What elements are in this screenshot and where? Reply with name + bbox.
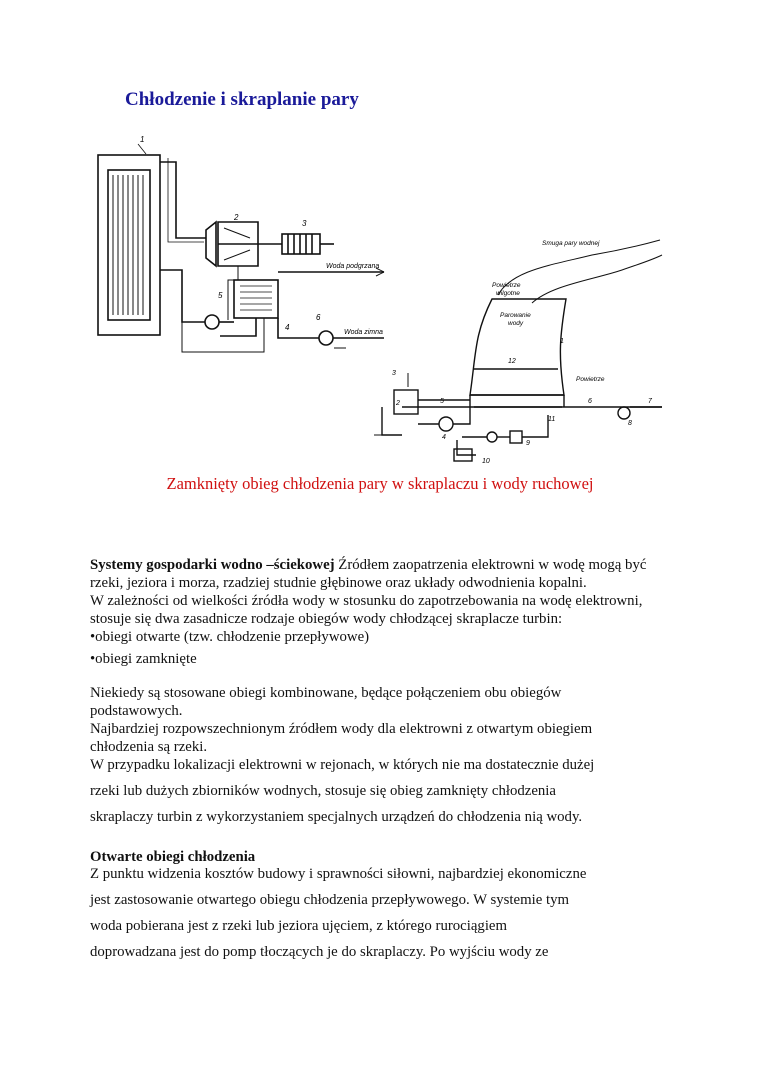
paragraph-1-text: Źródłem zaopatrzenia elektrowni w wodę mogą być xyxy=(334,557,647,573)
condenser-circuit-diagram xyxy=(88,130,398,380)
label-cold-water: Woda zimna xyxy=(344,329,383,336)
label-r2: 2 xyxy=(396,400,400,407)
bullet-open-circuits: •obiegi otwarte (tzw. chłodzenie przepływowe) xyxy=(90,629,370,645)
cooling-tower-diagram xyxy=(362,225,667,465)
label-humid-air-1: Powietrze xyxy=(492,282,521,289)
label-r4: 4 xyxy=(442,434,446,441)
paragraph-1-line-3: W zależności od wielkości źródła wody w stosunku do zapotrzebowania na wodę elektrowni, xyxy=(90,593,643,609)
label-3: 3 xyxy=(302,219,307,228)
label-r3: 3 xyxy=(392,370,396,377)
label-1: 1 xyxy=(140,135,145,144)
label-r7: 7 xyxy=(648,398,652,405)
paragraph-1-line-4: stosuje się dwa zasadnicze rodzaje obiegów wody chłodzącej skraplacze turbin: xyxy=(90,611,563,627)
label-r5: 5 xyxy=(440,398,444,405)
paragraph-2-line-2: podstawowych. xyxy=(90,703,183,719)
label-6: 6 xyxy=(316,313,321,322)
paragraph-3-line-2: jest zastosowanie otwartego obiegu chłodzenia przepływowego. W systemie tym xyxy=(90,892,569,908)
paragraph-2-line-4: chłodzenia są rzeki. xyxy=(90,739,208,755)
label-r12: 12 xyxy=(508,358,516,365)
paragraph-3-line-1: Z punktu widzenia kosztów budowy i sprawności siłowni, najbardziej ekonomiczne xyxy=(90,866,587,882)
paragraph-2-line-1: Niekiedy są stosowane obiegi kombinowane, będące połączeniem obu obiegów xyxy=(90,685,562,701)
label-heated-water: Woda podgrzana xyxy=(326,263,380,270)
paragraph-3-line-3: woda pobierana jest z rzeki lub jeziora ujęciem, z którego rurociągiem xyxy=(90,918,508,934)
paragraph-2-line-5: W przypadku lokalizacji elektrowni w rejonach, w których nie ma dostatecznie dużej xyxy=(90,757,595,773)
section-heading-water-systems: Systemy gospodarki wodno –ściekowej xyxy=(90,557,335,573)
paragraph-1-line-1 xyxy=(90,557,646,574)
label-2: 2 xyxy=(234,213,239,222)
section-heading-open-cooling: Otwarte obiegi chłodzenia xyxy=(90,849,256,865)
label-air: Powietrze xyxy=(576,376,605,383)
paragraph-1-line-2: rzeki, jeziora i morza, rzadziej studnie głębinowe oraz układy odwodnienia kopalni. xyxy=(90,575,587,591)
label-evaporation-1: Parowanie xyxy=(500,312,531,319)
label-r1: 1 xyxy=(560,338,564,345)
label-5: 5 xyxy=(218,291,223,300)
paragraph-2-line-7: skraplaczy turbin z wykorzystaniem specjalnych urządzeń do chłodzenia nią wody. xyxy=(90,809,583,825)
label-r11: 11 xyxy=(548,416,556,423)
label-humid-air-2: wilgotne xyxy=(496,290,520,297)
label-r10: 10 xyxy=(482,458,490,465)
label-r8: 8 xyxy=(628,420,632,427)
label-evaporation-2: wody xyxy=(508,320,524,327)
label-r6: 6 xyxy=(588,398,592,405)
label-4: 4 xyxy=(285,323,290,332)
paragraph-3-line-4: doprowadzana jest do pomp tłoczących je do skraplaczy. Po wyjściu wody ze xyxy=(90,944,549,960)
label-r9: 9 xyxy=(526,440,530,447)
label-plume: Smuga pary wodnej xyxy=(542,240,600,247)
paragraph-2-line-3: Najbardziej rozpowszechnionym źródłem wody dla elektrowni z otwartym obiegiem xyxy=(90,721,593,737)
paragraph-2-line-6: rzeki lub dużych zbiorników wodnych, stosuje się obieg zamknięty chłodzenia xyxy=(90,783,556,799)
figure-caption: Zamknięty obieg chłodzenia pary w skraplaczu i wody ruchowej xyxy=(166,474,594,493)
bullet-closed-circuits: •obiegi zamknięte xyxy=(90,651,197,667)
page-title: Chłodzenie i skraplanie pary xyxy=(125,89,359,110)
